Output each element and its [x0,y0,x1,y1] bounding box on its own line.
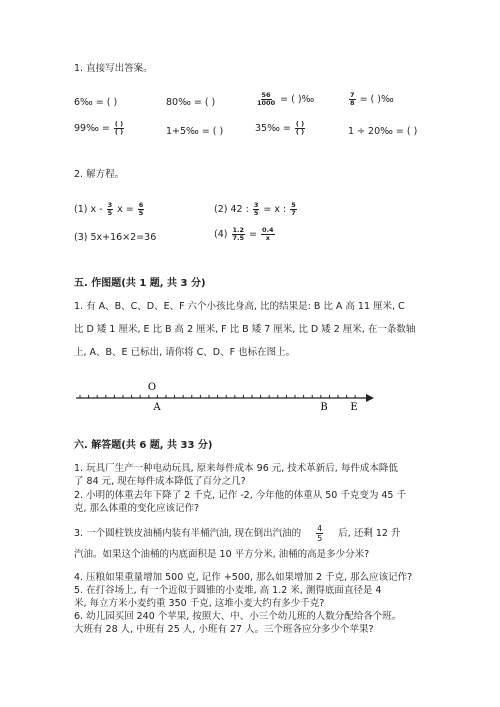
fraction: $\frac{5}{7}$ [291,201,296,217]
fraction: $\frac{0.4}{x}$ [262,226,274,242]
fraction: $\frac{( )}{( )}$ [114,120,124,136]
number-line-arrow [366,394,374,402]
section-6-heading: 六. 解答题(共 6 题, 共 33 分) [74,440,213,451]
fraction: $\frac{3}{5}$ [107,201,113,217]
q6-5-line-1: 5. 在打谷场上, 有一个近似于圆锥的小麦堆, 高 1.2 米, 测得底面直径是 4 [74,585,382,596]
q1-item-3: $\frac{56}{1000}$ = ( )‰ [257,91,315,107]
q1-item-4: $\frac{7}{8}$ = ( )‰ [350,91,394,107]
q6-5-line-2: 米, 每立方米小麦约重 350 千克, 这堆小麦大约有多少千克? [74,598,325,609]
q1-item-8: 1 ÷ 20‰ = ( ) [348,126,418,137]
fraction: $\frac{( )}{( )}$ [295,120,305,136]
s5-line-2: 比 D 矮 1 厘米, E 比 B 高 2 厘米, F 比 B 矮 7 厘米, 比 D 矮 2 厘米, 在一条数轴 [74,324,416,335]
q1-item-2: 80‰ = ( ) [166,97,216,108]
equation-4: (4) $\frac{1.2}{7.5}$ = $\frac{0.4}{x}$ [214,226,274,242]
q6-4: 4. 压粮如果重量增加 500 克, 记作 +500, 那么如果增加 2 千克, 那么应该记作? [74,572,413,583]
q1-item-1: 6‰ = ( ) [74,97,118,108]
s5-line-1: 1. 有 A、B、C、D、E、F 六个小孩比身高, 比的结果是: B 比 A 高 11 厘米, C [74,301,405,312]
equation-2: (2) 42 : $\frac{3}{5}$ = x : $\frac{5}{7}$ [214,201,296,217]
equation-1: (1) x - $\frac{3}{5}$ x = $\frac{6}{5}$ [74,201,144,217]
section-5-heading: 五. 作图题(共 1 题, 共 3 分) [74,278,206,289]
s5-line-3: 上, A、B、E 已标出, 请你将 C、D、F 也标在图上。 [74,347,296,358]
number-line [70,378,380,414]
fraction: $\frac{4}{5}$ [317,524,323,543]
section-2-title: 2. 解方程。 [74,169,125,180]
q6-1-line-1: 1. 玩具厂生产一种电动玩具, 原来每件成本 96 元, 技术革新后, 每件成本降低 [74,463,398,474]
equation-3: (3) 5x+16×2=36 [74,232,157,243]
q6-2-line-2: 克, 那么体重的变化应该记作? [74,503,200,514]
label-b: B [320,402,328,413]
fraction: $\frac{7}{8}$ [350,91,355,107]
fraction: $\frac{56}{1000}$ [257,91,276,107]
fraction: $\frac{1.2}{7.5}$ [232,226,245,242]
label-origin: O [147,382,157,393]
fraction: $\frac{6}{5}$ [138,201,144,217]
label-a: A [153,402,161,413]
q6-1-line-2: 了 84 元, 现在每件成本降低了百分之几? [74,476,246,487]
q1-item-6: 1+5‰ = ( ) [166,126,224,137]
section-1-title: 1. 直接写出答案。 [74,63,153,74]
label-e: E [350,402,358,413]
q6-6-line-2: 大班有 28 人, 中班有 25 人, 小班有 27 人。三个班各应分多少个苹果? [74,624,374,635]
q6-6-line-1: 6. 幼儿园买回 240 个苹果, 按照大、中、小三个幼儿班的人数分配给各个班。 [74,611,402,622]
q6-3-line-1: 3. 一个圆柱铁皮油桶内装有半桶汽油, 现在倒出汽油的 $\frac{4}{5}$ 后, 还剩 12 升 [74,524,401,543]
q6-3-line-2: 汽油。如果这个油桶的内底面积是 10 平方分米, 油桶的高是多少分米? [74,549,370,560]
fraction: $\frac{3}{5}$ [253,201,259,217]
q6-2-line-1: 2. 小明的体重去年下降了 2 千克, 记作 -2, 今年他的体重从 50 千克变为 45 千 [74,490,406,501]
q1-item-7: 35‰ = $\frac{( )}{( )}$ [255,120,305,136]
q1-item-5: 99‰ = $\frac{( )}{( )}$ [74,120,124,136]
